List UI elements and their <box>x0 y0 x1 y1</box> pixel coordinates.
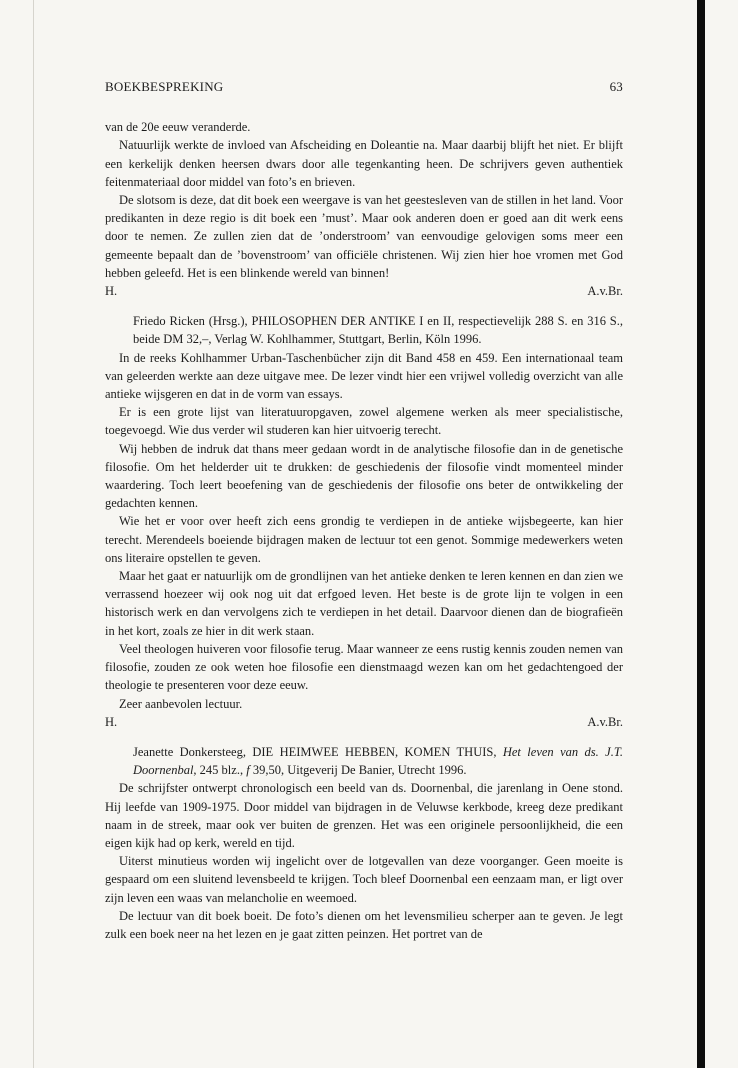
paragraph: De schrijfster ontwerpt chronologisch een beeld van ds. Doornenbal, die jarenlang in Oene stond. Hij leefde van 1909-1975. Door middel van bijdragen in de Veluwse kerkbode, kreeg deze predikant naam in de streek, maar ook ver buiten de grenzen. Het was een originele persoonlijkheid, die een eigen kijk had op kerk, wereld en tijd. <box>105 781 623 850</box>
running-title: BOEKBESPREKING <box>105 79 224 94</box>
ref-author-title: Jeanette Donkersteeg, DIE HEIMWEE HEBBEN, KOMEN THUIS, <box>133 744 503 759</box>
paragraph: van de 20e eeuw veranderde. <box>105 120 251 135</box>
paragraph: Wie het er voor over heeft zich eens grondig te verdiepen in de antieke wijsbegeerte, kan hier terecht. Merendeels boeiende bijdragen maken de lectuur tot een genot. Sommige medewerkers weten ons literaire opstellen te geven. <box>105 514 623 565</box>
paragraph: Veel theologen huiveren voor filosofie terug. Maar wanneer ze eens rustig kennis zouden nemen van filosofie, zouden ze ook weten hoe filosofie een dienstmaagd wezen kan om het gedachtengoed der theologie te presenteren voor deze eeuw. <box>105 641 623 693</box>
book-reference: Friedo Ricken (Hrsg.), PHILOSOPHEN DER ANTIKE I en II, respectievelijk 288 S. en 316 S., beide DM 32,–, Verlag W. Kohlhammer, Stuttgart, Berlin, Köln 1996. <box>133 314 623 347</box>
scan-border-bar <box>697 0 705 1068</box>
paragraph: Uiterst minutieus worden wij ingelicht over de lotgevallen van deze voorganger. Geen moeite is gespaard om een sluitend levensbeeld te krijgen. Toch bleef Doornenbal een eenzaam man, er ligt over zijn leven een waas van melancholie en weemoed. <box>105 854 623 905</box>
ref-pages: , 245 blz., <box>193 763 247 778</box>
paragraph: Er is een grote lijst van literatuuropgaven, zowel algemene werken als meer specialistische, toegevoegd. Wie dus verder wil studeren kan hier uitvoerig terecht. <box>105 405 623 438</box>
book-page <box>105 78 623 943</box>
paragraph: De lectuur van dit boek boeit. De foto’s dienen om het levensmilieu scherper aan te geven. Je legt zulk een boek neer na het lezen en je gaat zitten peinzen. Het portret van de <box>105 908 623 941</box>
signature-reviewer: A.v.Br. <box>587 284 623 299</box>
book-reference <box>133 743 623 779</box>
review-heimwee <box>105 743 623 943</box>
review-philosophen <box>105 312 623 731</box>
page-number: 63 <box>609 79 623 94</box>
paragraph: Natuurlijk werkte de invloed van Afscheiding en Doleantie na. Maar daarbij blijft het niet. Er blijft een kerkelijk denken heersen dwars door alle tegenkanting heen. De schrijvers geven authentiek feitenmateriaal door middel van foto’s en brieven. <box>105 138 623 189</box>
page-fold-line <box>33 0 34 1068</box>
ref-price-symbol: f <box>246 763 250 778</box>
ref-publisher: 39,50, Uitgeverij De Banier, Utrecht 1996. <box>249 763 467 778</box>
paragraph: Zeer aanbevolen lectuur. <box>119 696 243 711</box>
running-header <box>105 78 623 96</box>
paragraph: In de reeks Kohlhammer Urban-Taschenbücher zijn dit Band 458 en 459. Een internationaal team van geleerden werkte aan deze uitgave mee. De lezer vindt hier een vrijwel volledig overzicht van alle antieke wijsgeren en dat in de vorm van essays. <box>105 350 623 402</box>
paragraph: De slotsom is deze, dat dit boek een weergave is van het geestesleven van de stillen in het land. Voor predikanten in deze regio is dit boek een ’must’. Maar ook anderen doen er goed aan dit werk eens door te nemen. Ze zullen zien dat de ’onderstroom’ van eenvoudige gelovigen soms meer een gemeente bepaalt dan de ’bovenstroom’ van officiële christenen. Wij zien hier hoe vromen met God hebben geleefd. Het is een blinkende wereld van binnen! <box>105 193 623 280</box>
ref-subtitle: Het leven van ds. J.T. Doornenbal <box>133 744 623 778</box>
review-signature <box>105 713 623 731</box>
review-signature <box>105 282 623 300</box>
signature-reviewer: A.v.Br. <box>587 714 623 729</box>
paragraph: Maar het gaat er natuurlijk om de grondlijnen van het antieke denken te leren kennen en dan zien we verrassend hoezeer wij ook nog uit dat erfgoed leven. Het beste is de grote lijn te volgen in een historisch werk en dan vervolgens zich te verdiepen in het detail. Daarvoor dienen dan de biografieën in het kort, zoals ze hier in dit werk staan. <box>105 569 623 638</box>
paragraph: Wij hebben de indruk dat thans meer gedaan wordt in de analytische filosofie dan in de genetische filosofie. Om het helderder uit te drukken: de geschiedenis der filosofie vindt momenteel minder waardering. Toch leert beoefening van de geschiedenis der filosofie ons beter de ontwikkeling der gedachten kennen. <box>105 441 623 511</box>
review-continued <box>105 118 623 300</box>
signature-initial: H. <box>105 284 118 299</box>
signature-initial: H. <box>105 714 118 729</box>
